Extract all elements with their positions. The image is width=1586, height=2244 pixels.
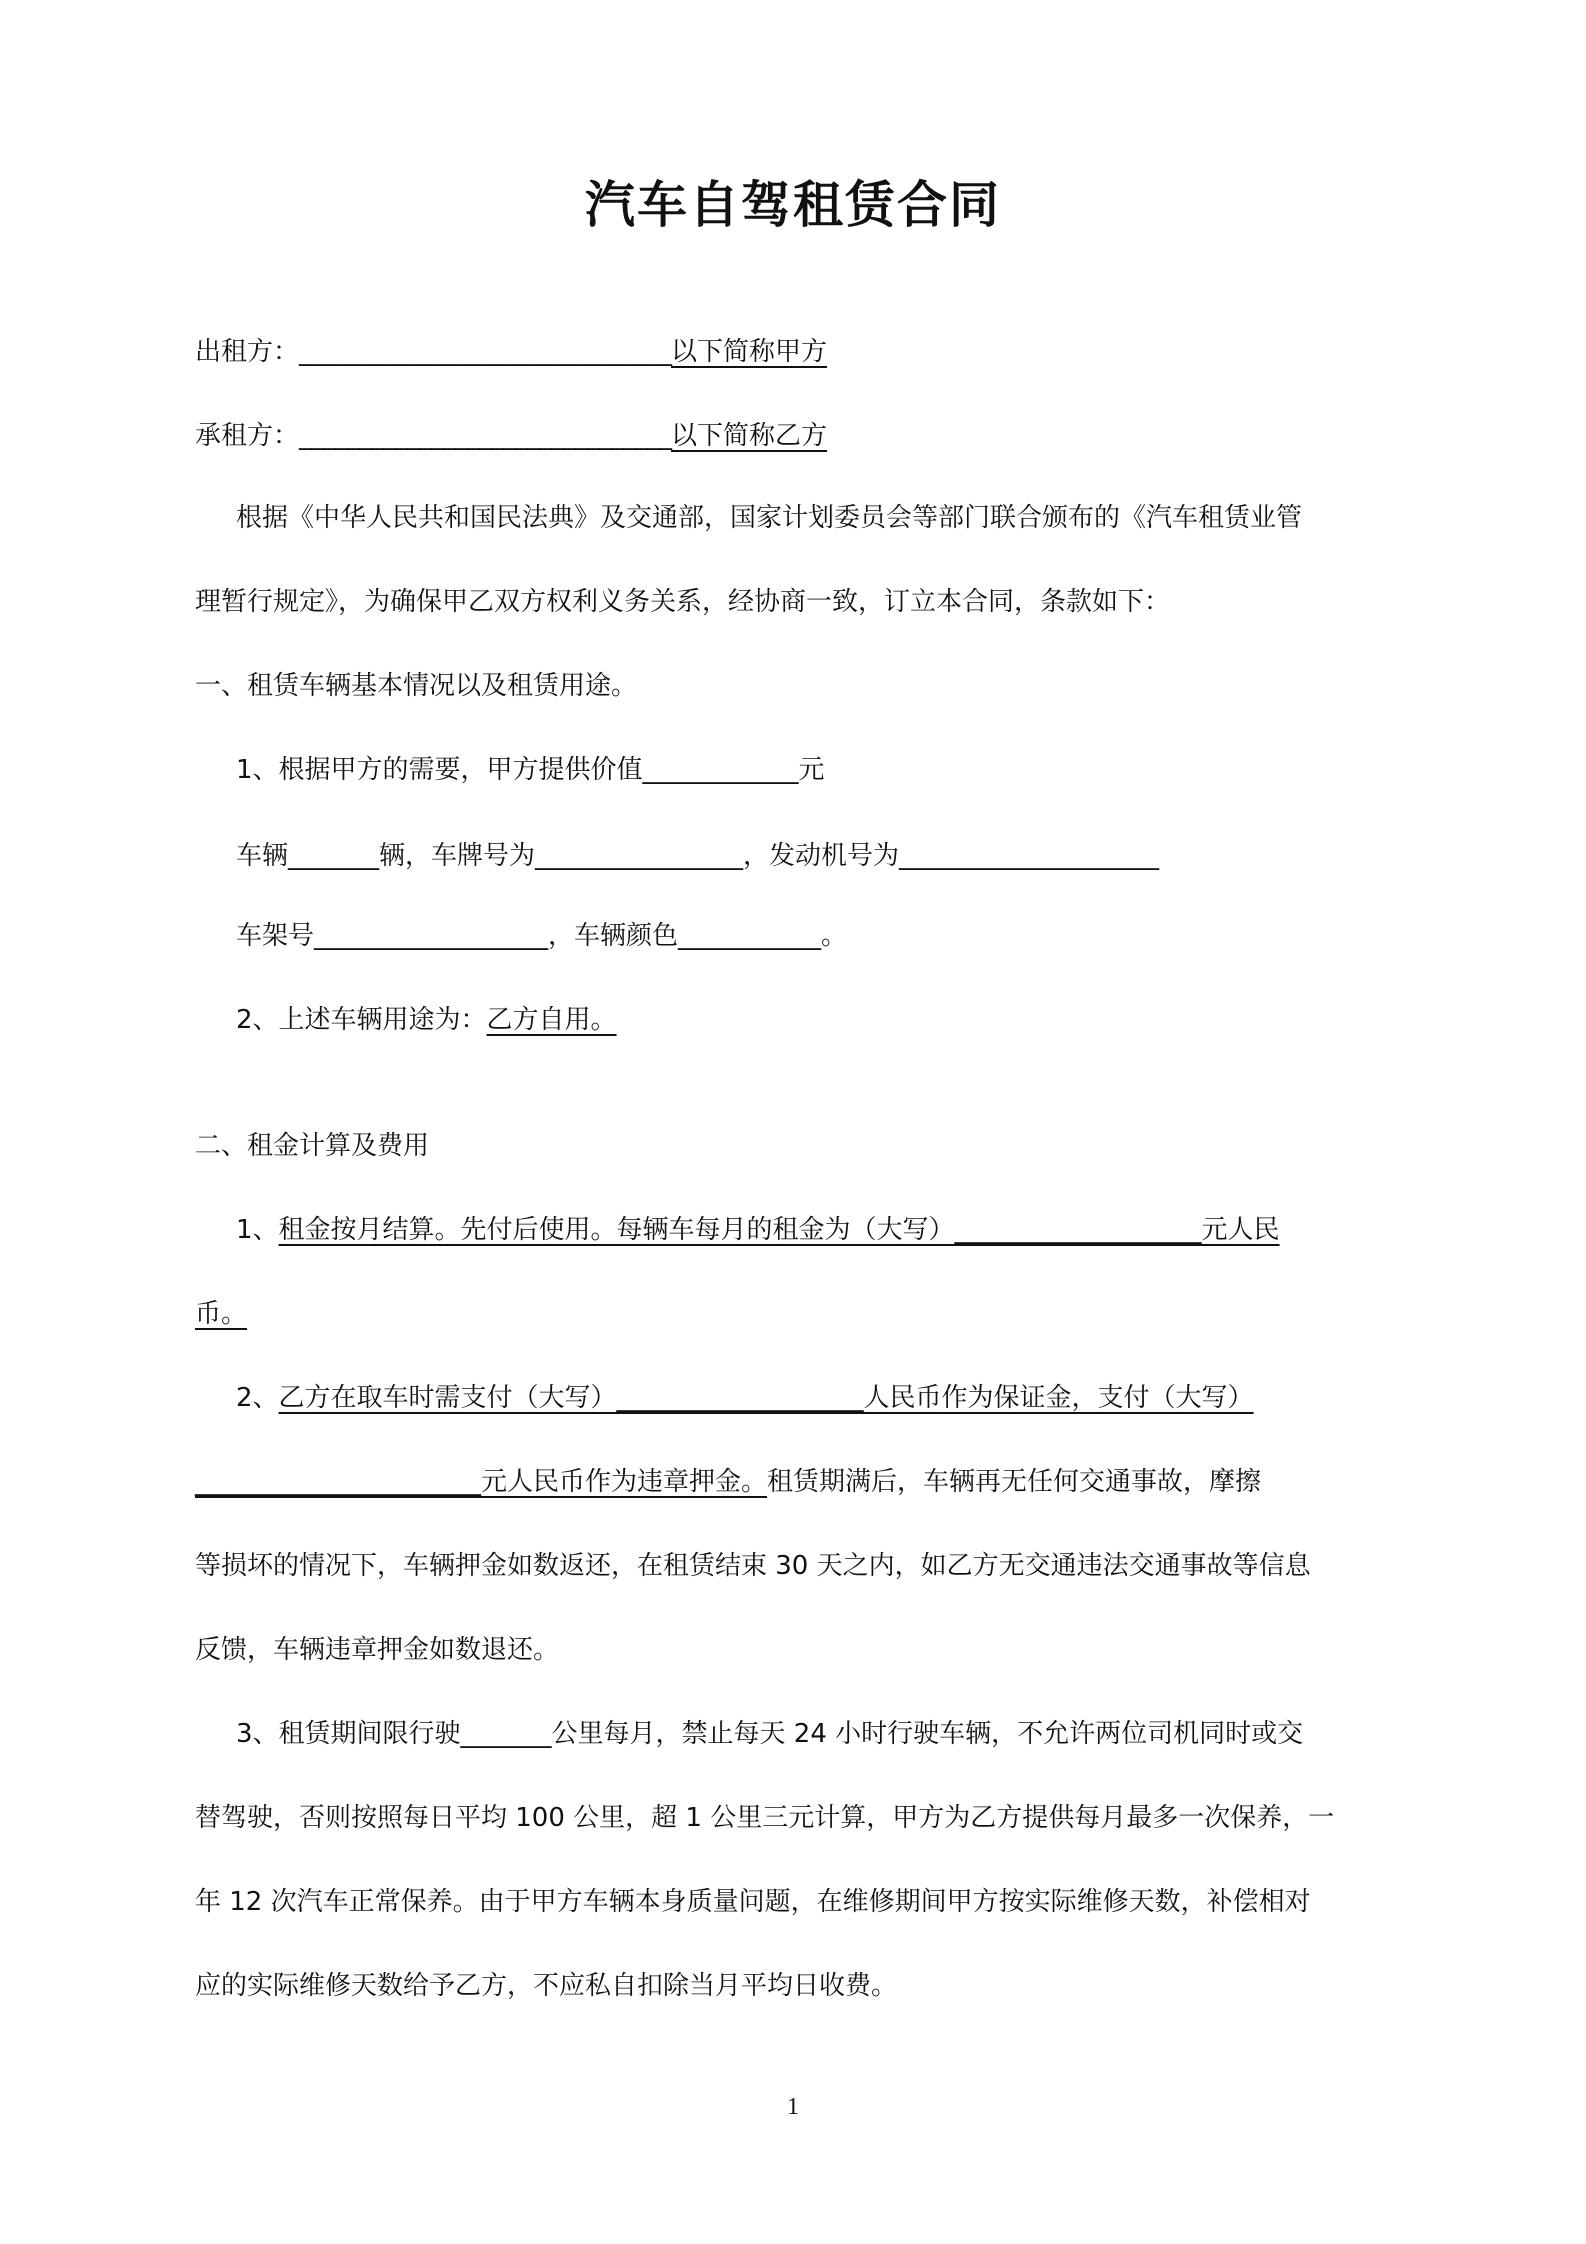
section1-item1-line3: 车架号__________________，车辆颜色___________。 <box>236 921 848 951</box>
lessee-suffix: 以下简称乙方 <box>671 421 828 451</box>
intro-line-2: 理暂行规定》，为确保甲乙双方权利义务关系，经协商一致，订立本合同，条款如下： <box>195 587 1171 617</box>
section1-heading: 一、租赁车辆基本情况以及租赁用途。 <box>195 671 638 701</box>
lessor-blank: _______________________________ <box>299 337 672 367</box>
lessor-suffix: 以下简称甲方 <box>671 337 828 367</box>
lessee-blank: _______________________________ <box>299 421 672 451</box>
section1-item2 <box>236 1002 1406 1038</box>
contract-title: 汽车自驾租赁合同 <box>585 176 1001 234</box>
section2-heading: 二、租金计算及费用 <box>195 1131 430 1161</box>
section2-item2-line4: 反馈，车辆违章押金如数退还。 <box>195 1635 560 1665</box>
section2-item2-line1 <box>236 1380 1406 1416</box>
lessee-line <box>195 418 1405 454</box>
section2-item2-deposit: ______________________元人民币作为违章押金。 <box>195 1467 768 1497</box>
section2-item1-num: 1、 <box>236 1215 279 1245</box>
section2-item3-line3: 年 12 次汽车正常保养。由于甲方车辆本身质量问题，在维修期间甲方按实际维修天数，补偿相对 <box>195 1887 1311 1917</box>
section2-item2-num: 2、 <box>236 1383 279 1413</box>
section2-item3-line1: 3、租赁期间限行驶_______公里每月，禁止每天 24 小时行驶车辆，不允许两位司机同时或交 <box>236 1719 1304 1749</box>
section1-item1-line1: 1、根据甲方的需要，甲方提供价值____________元 <box>236 755 825 785</box>
section1-item1-line2: 车辆_______辆，车牌号为________________，发动机号为____________________ <box>236 841 1160 871</box>
lessor-line <box>195 334 1405 370</box>
intro-line-1: 根据《中华人民共和国民法典》及交通部，国家计划委员会等部门联合颁布的《汽车租赁业管 <box>236 503 1303 533</box>
section1-item2-prefix: 2、上述车辆用途为： <box>236 1005 487 1035</box>
lessor-label: 出租方： <box>195 337 300 367</box>
section2-item3-line4: 应的实际维修天数给予乙方，不应私自扣除当月平均日收费。 <box>195 1971 898 2001</box>
section2-item2-line2 <box>195 1464 1405 1500</box>
page-number: 1 <box>787 2094 799 2120</box>
section2-item2-line3: 等损坏的情况下，车辆押金如数返还，在租赁结束 30 天之内，如乙方无交通违法交通事故等信息 <box>195 1551 1311 1581</box>
section2-item2-rest: 租赁期满后，车辆再无任何交通事故，摩擦 <box>767 1467 1262 1497</box>
lessee-label: 承租方： <box>195 421 300 451</box>
section2-item1-line2 <box>195 1296 1405 1332</box>
section1-item2-value: 乙方自用。 <box>486 1005 617 1035</box>
section2-item1-line1 <box>236 1212 1406 1248</box>
section2-item1-text-end: 币。 <box>195 1299 248 1329</box>
section2-item1-text: 租金按月结算。先付后使用。每辆车每月的租金为（大写）___________________元人民 <box>278 1215 1280 1245</box>
section2-item3-line2: 替驾驶，否则按照每日平均 100 公里，超 1 公里三元计算，甲方为乙方提供每月最多一次保养，一 <box>195 1803 1335 1833</box>
section2-item2-text: 乙方在取车时需支付（大写）___________________人民币作为保证金，支付（大写） <box>278 1383 1254 1413</box>
